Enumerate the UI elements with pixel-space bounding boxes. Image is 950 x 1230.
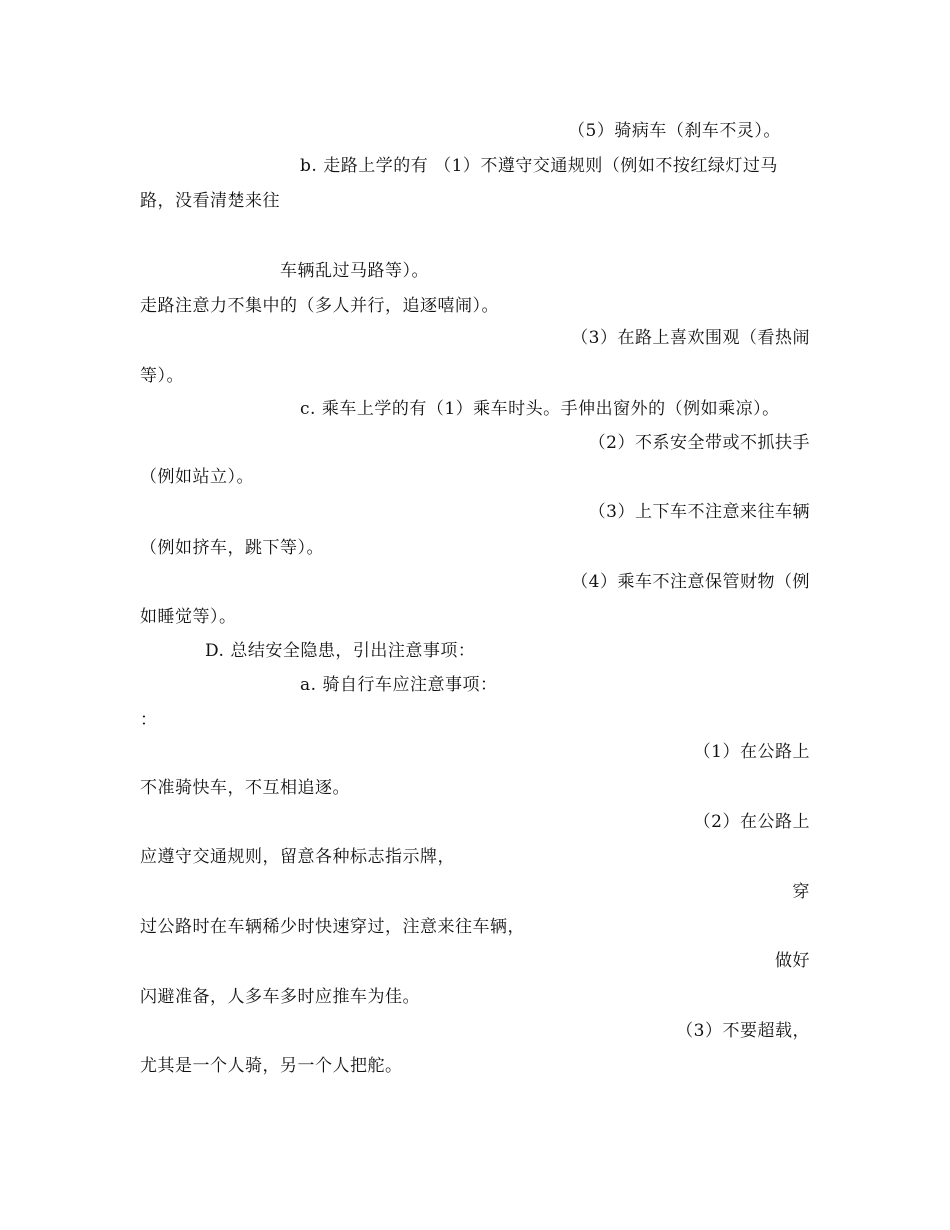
text-line-1: （5）骑病车（刹车不灵）。 [568,121,781,141]
text-line-27: 尤其是一个人骑，另一个人把舵。 [140,1056,403,1076]
text-line-2: b. 走路上学的有 （1）不遵守交通规则（例如不按红绿灯过马 [300,156,778,176]
text-line-13: （4）乘车不注意保管财物（例 [571,572,810,592]
text-line-25: 闪避准备，人多车多时应推车为佳。 [140,987,420,1007]
text-line-11: （3）上下车不注意来往车辆 [588,502,810,522]
text-line-24: 做好 [775,951,810,971]
text-line-23: 过公路时在车辆稀少时快速穿过，注意来往车辆， [140,917,525,937]
text-line-8: c. 乘车上学的有（1）乘车时头。手伸出窗外的（例如乘凉）。 [300,399,780,419]
text-line-7: 等）。 [140,366,184,386]
text-line-19: 不准骑快车，不互相追逐。 [140,778,350,798]
text-line-3: 路，没看清楚来往 [140,191,280,211]
text-line-16: a. 骑自行车应注意事项： [300,675,498,695]
text-line-4: 车辆乱过马路等）。 [280,261,429,281]
text-line-22: 穿 [792,882,810,902]
text-line-18: （1）在公路上 [693,742,810,762]
text-line-12: （例如挤车，跳下等）。 [140,538,324,558]
text-line-14: 如睡觉等）。 [140,607,237,627]
text-line-26: （3）不要超载， [676,1021,810,1041]
text-line-6: （3）在路上喜欢围观（看热闹 [571,328,810,348]
text-line-17: ： [140,710,158,730]
text-line-15: D. 总结安全隐患，引出注意事项： [205,641,476,661]
text-line-5: 走路注意力不集中的（多人并行，追逐嘻闹）。 [140,296,499,316]
text-line-9: （2）不系安全带或不抓扶手 [588,433,810,453]
text-line-20: （2）在公路上 [693,812,810,832]
text-line-10: （例如站立）。 [140,467,254,487]
text-line-21: 应遵守交通规则，留意各种标志指示牌， [140,847,455,867]
